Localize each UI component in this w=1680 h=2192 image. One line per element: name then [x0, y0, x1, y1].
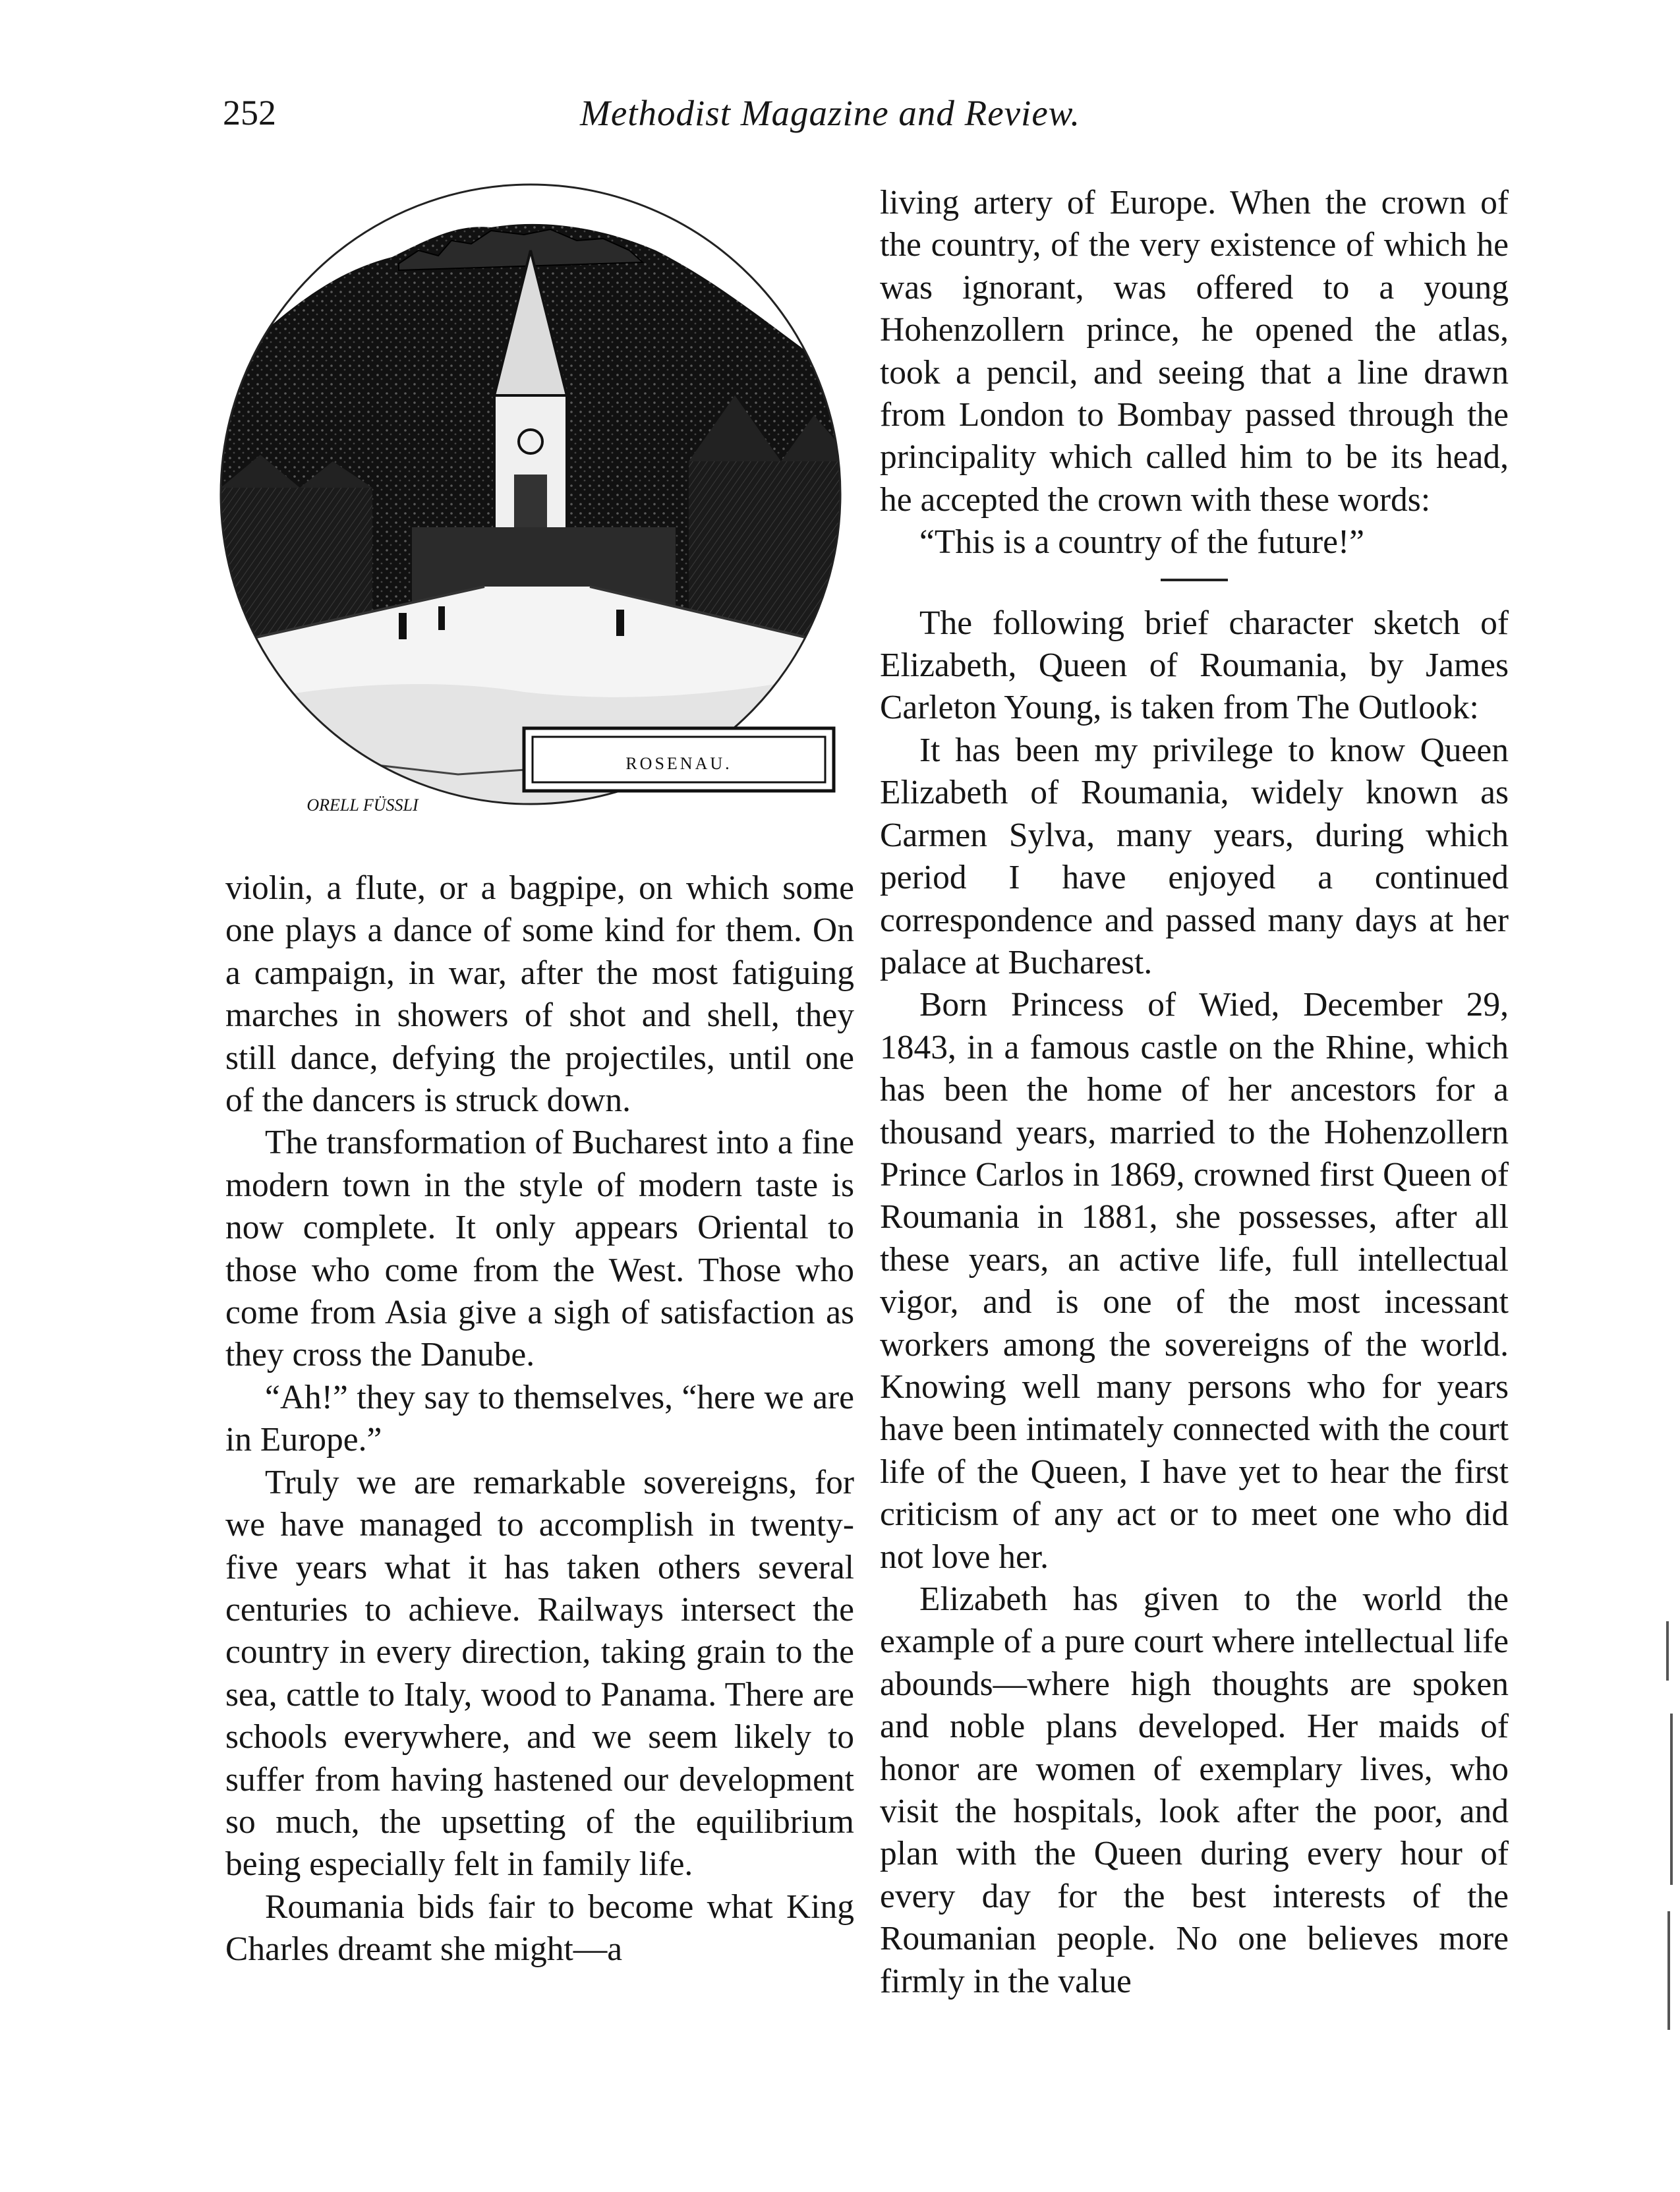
- scan-edge-mark: [1670, 1714, 1673, 1885]
- paragraph: Truly we are remarkable sovereigns, for we have managed to accomplish in twenty-five years what it has taken others several centuries to achieve. Railways intersect the country in every direction, taking grain to the sea, cattle to Italy, wood to Panama. There are schools everywhere, and we seem likely to suffer from having hastened our development so much, the upsetting of the equilibrium being especially felt in family life.: [225, 1463, 854, 1884]
- engraving-illustration: [181, 178, 880, 857]
- running-head: Methodist Magazine and Review.: [580, 93, 1081, 133]
- paragraph: Roumania bids fair to become what King Charles dreamt she might—a: [225, 1888, 854, 1969]
- engraver-credit: ORELL FÜSSLI: [306, 795, 419, 815]
- section-divider: [1161, 579, 1228, 581]
- scan-edge-mark: [1666, 1621, 1669, 1681]
- paragraph: Elizabeth has given to the world the example of a pure court where intellectual life abounds—where high thoughts are spoken and noble plans developed. Her maids of honor are women of exemplary lives, who visit the hospitals, look after the poor, and plan with the Queen during every hour of every day for the best interests of the Roumanian people. No one believes more firmly in the value: [880, 1580, 1509, 2000]
- right-column: [880, 182, 1509, 2003]
- paragraph: violin, a flute, or a bagpipe, on which some one plays a dance of some kind for them. On a campaign, in war, after the most fatiguing marches in showers of shot and shell, they still dance, defying the projectiles, until one of the dancers is struck down.: [225, 869, 854, 1120]
- paragraph: “This is a country of the future!”: [919, 523, 1364, 562]
- paragraph: It has been my privilege to know Queen Elizabeth of Roumania, widely known as Carmen Sylva, many years, during which period I have enjoyed a continued correspondence and passed many days at her palace at Bucharest.: [880, 731, 1509, 981]
- page-number: 252: [223, 93, 276, 132]
- houses-right: [689, 461, 854, 639]
- paragraph: “Ah!” they say to themselves, “here we are in Europe.”: [225, 1378, 854, 1459]
- left-column: [225, 867, 854, 1971]
- scan-edge-mark: [1667, 1911, 1670, 2030]
- paragraph: The transformation of Bucharest into a fine modern town in the style of modern taste is now complete. It only appears Oriental to those who come from the West. Those who come from Asia give a sigh of satisfaction as they cross the Danube.: [225, 1124, 854, 1374]
- paragraph: Born Princess of Wied, December 29, 1843, in a famous castle on the Rhine, which has been the home of her ancestors for a thousand years, married to the Hohenzollern Prince Carlos in 1869, crowned first Queen of Roumania in 1881, she possesses, after all these years, an active life, full intellectual vigor, and is one of the most incessant workers among the sovereigns of the world. Knowing well many persons who for years have been intimately connected with the court life of the Queen, I have yet to hear the first criticism of any act or to meet one who did not love her.: [880, 986, 1509, 1576]
- paragraph: The following brief character sketch of Elizabeth, Queen of Roumania, by James Carleton Young, is taken from The Outlook:: [880, 604, 1509, 727]
- plate-caption: ROSENAU.: [625, 754, 732, 773]
- paragraph: living artery of Europe. When the crown of the country, of the very existence of which he was ignorant, was offered to a young Hohenzollern prince, he opened the atlas, took a pencil, and seeing that a line drawn from London to Bombay passed through the principality which called him to be its head, he accepted the crown with these words:: [880, 184, 1509, 519]
